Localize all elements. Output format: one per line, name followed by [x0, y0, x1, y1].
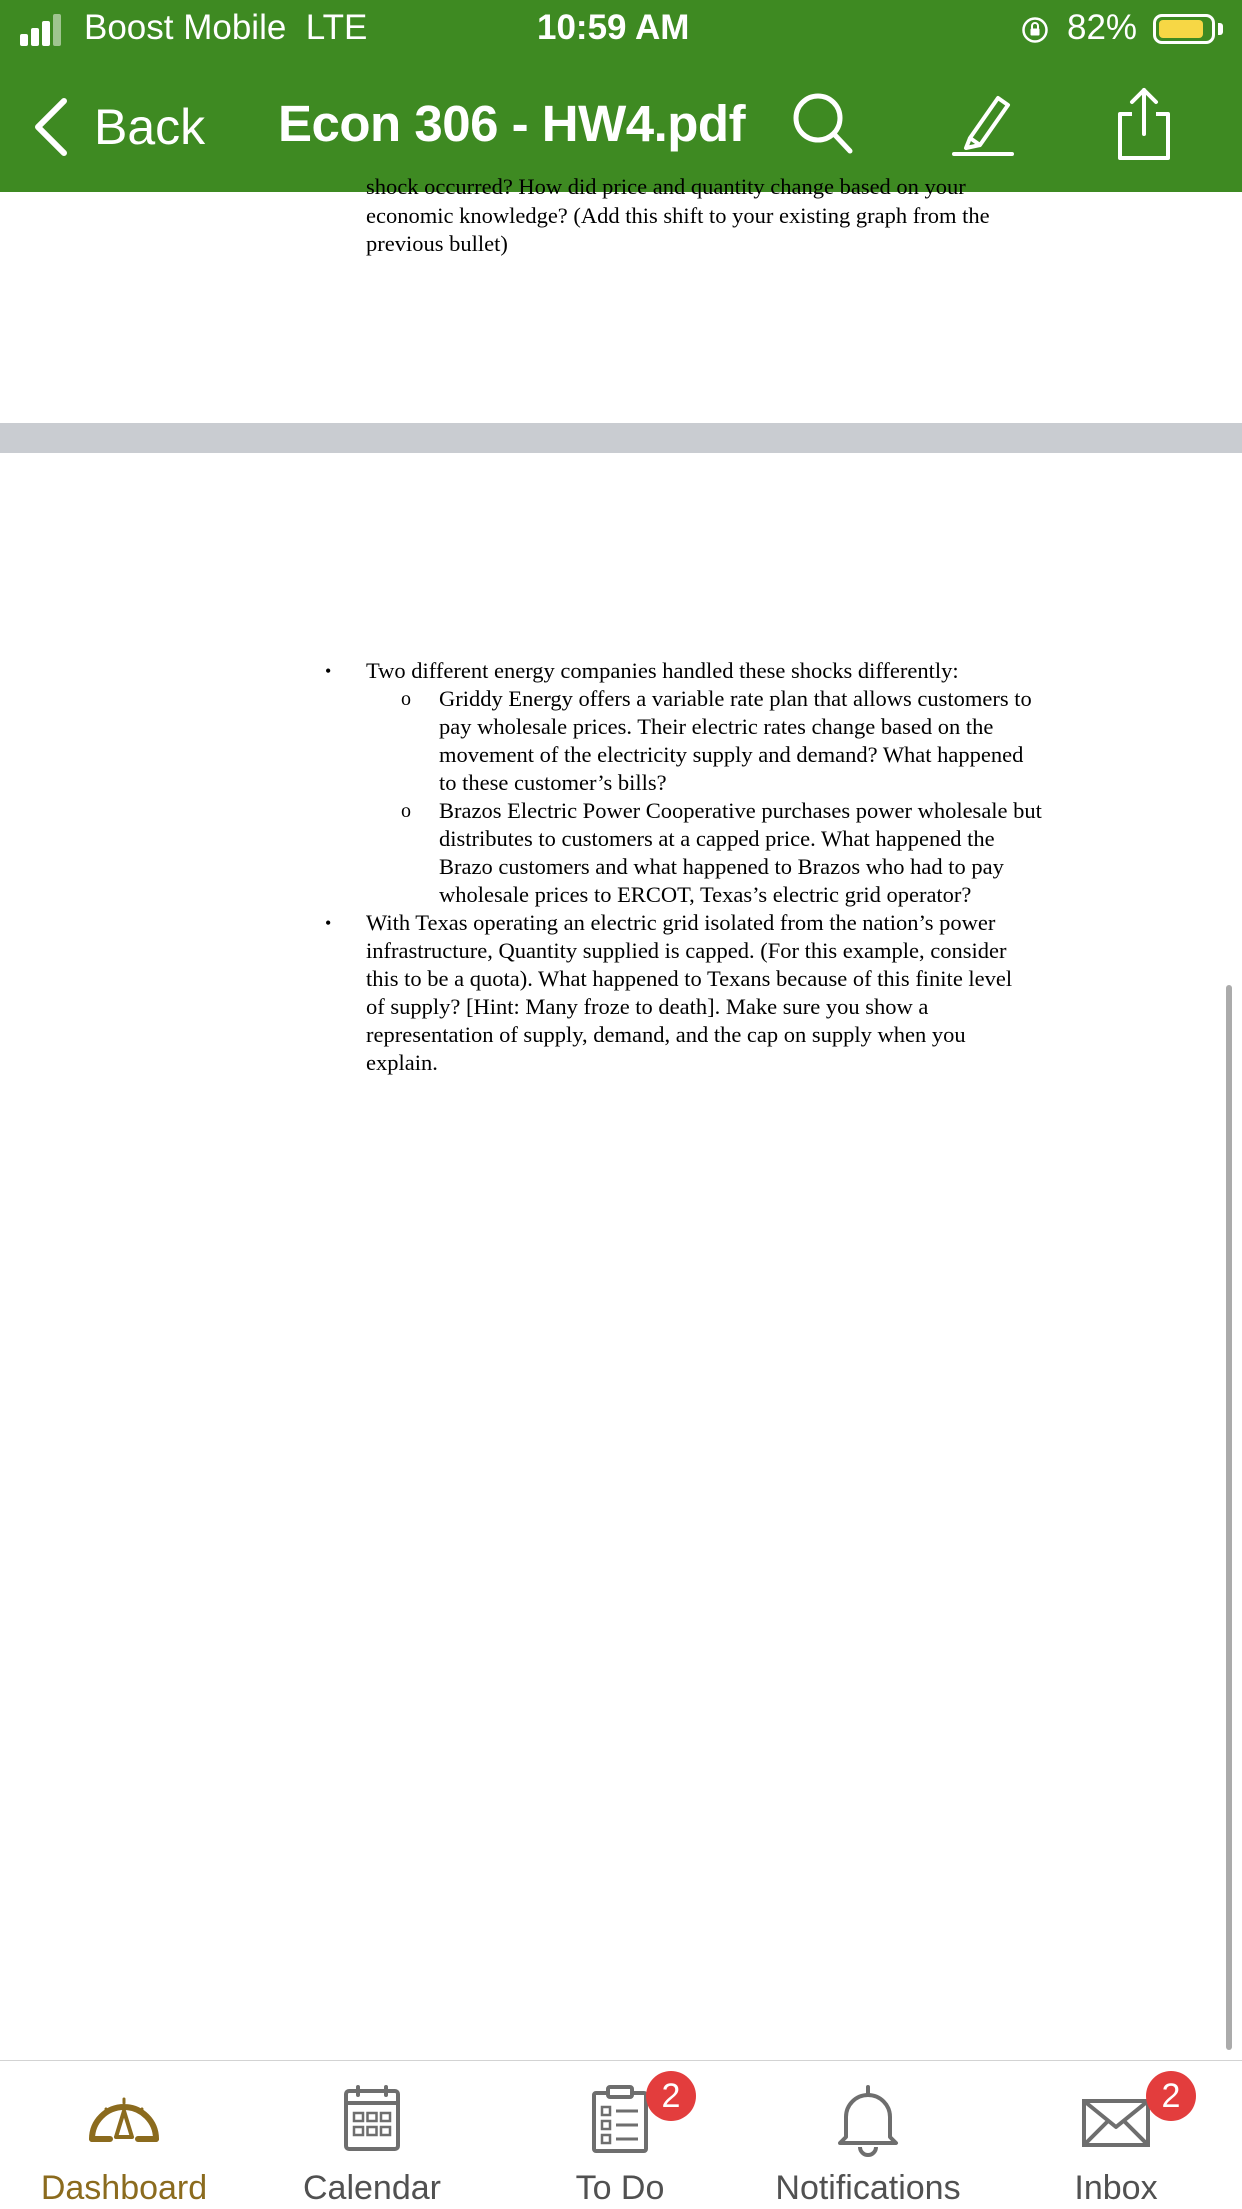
annotate-pen-icon[interactable] [950, 88, 1016, 160]
bullet-marker: • [325, 913, 332, 933]
battery-percent: 82% [1067, 8, 1138, 47]
chevron-left-icon [30, 95, 70, 159]
scrollbar[interactable] [1226, 985, 1232, 2050]
tab-label: Calendar [303, 2169, 441, 2207]
battery-icon [1153, 14, 1215, 44]
pdf-viewer[interactable] [0, 174, 1242, 2060]
tab-dashboard[interactable] [0, 2061, 248, 2209]
status-bar [0, 0, 1242, 64]
sub-bullet-text: Brazos Electric Power Cooperative purchases power wholesale but distributes to customers at a capped price. What happened the Brazo customers and what happened to Brazos who had to pay wholesale prices to ERCOT, Texas’s electric grid operator? [439, 798, 1042, 907]
battery-tip [1218, 23, 1223, 35]
orientation-lock-icon [1021, 16, 1049, 44]
cut-off-text-line: shock occurred? How did price and quantity change based on your [366, 174, 966, 199]
back-button[interactable] [30, 92, 205, 162]
share-icon[interactable] [1112, 84, 1176, 164]
tab-label: Notifications [775, 2169, 961, 2207]
sub-bullet-marker: o [401, 688, 411, 710]
signal-strength-icon [20, 14, 60, 46]
bullet-marker: • [325, 661, 332, 681]
page1-tail-text: economic knowledge? (Add this shift to your existing graph from the previous bullet) [366, 203, 990, 256]
tab-bar [0, 2060, 1242, 2209]
tab-label: Inbox [1074, 2169, 1158, 2207]
search-icon[interactable] [790, 88, 854, 158]
top-bar [0, 0, 1242, 192]
tab-to-do[interactable] [496, 2061, 744, 2209]
dashboard-icon [84, 2081, 164, 2159]
sub-bullet-marker: o [401, 800, 411, 822]
inbox-badge: 2 [1146, 2071, 1196, 2121]
bullet-text: With Texas operating an electric grid isolated from the nation’s power infrastructure, Quantity supplied is capped. (For this example, consider this to be a quota). What happened to Texans because of this finite level of supply? [Hint: Many froze to death]. Make sure you show a representation of supply, demand, and the cap on supply when you explain. [366, 910, 1013, 1075]
status-time: 10:59 AM [537, 8, 690, 47]
bullet-text: Two different energy companies handled these shocks differently: [366, 658, 959, 683]
page-separator [0, 423, 1242, 453]
document-title: Econ 306 - HW4.pdf [278, 95, 746, 152]
back-label: Back [94, 99, 206, 155]
sub-bullet-text: Griddy Energy offers a variable rate plan that allows customers to pay wholesale prices. Their electric rates change based on the movement of the electricity supply and demand? What happened to these customer’s bills? [439, 686, 1032, 795]
todo-badge: 2 [646, 2071, 696, 2121]
tab-label: To Do [575, 2169, 665, 2207]
calendar-icon [332, 2081, 412, 2159]
bell-icon [828, 2081, 908, 2159]
tab-calendar[interactable] [248, 2061, 496, 2209]
tab-inbox[interactable] [992, 2061, 1240, 2209]
inbox-icon [1076, 2081, 1156, 2159]
tab-label: Dashboard [40, 2169, 208, 2207]
carrier-label: Boost Mobile LTE [84, 8, 368, 47]
tab-notifications[interactable] [744, 2061, 992, 2209]
